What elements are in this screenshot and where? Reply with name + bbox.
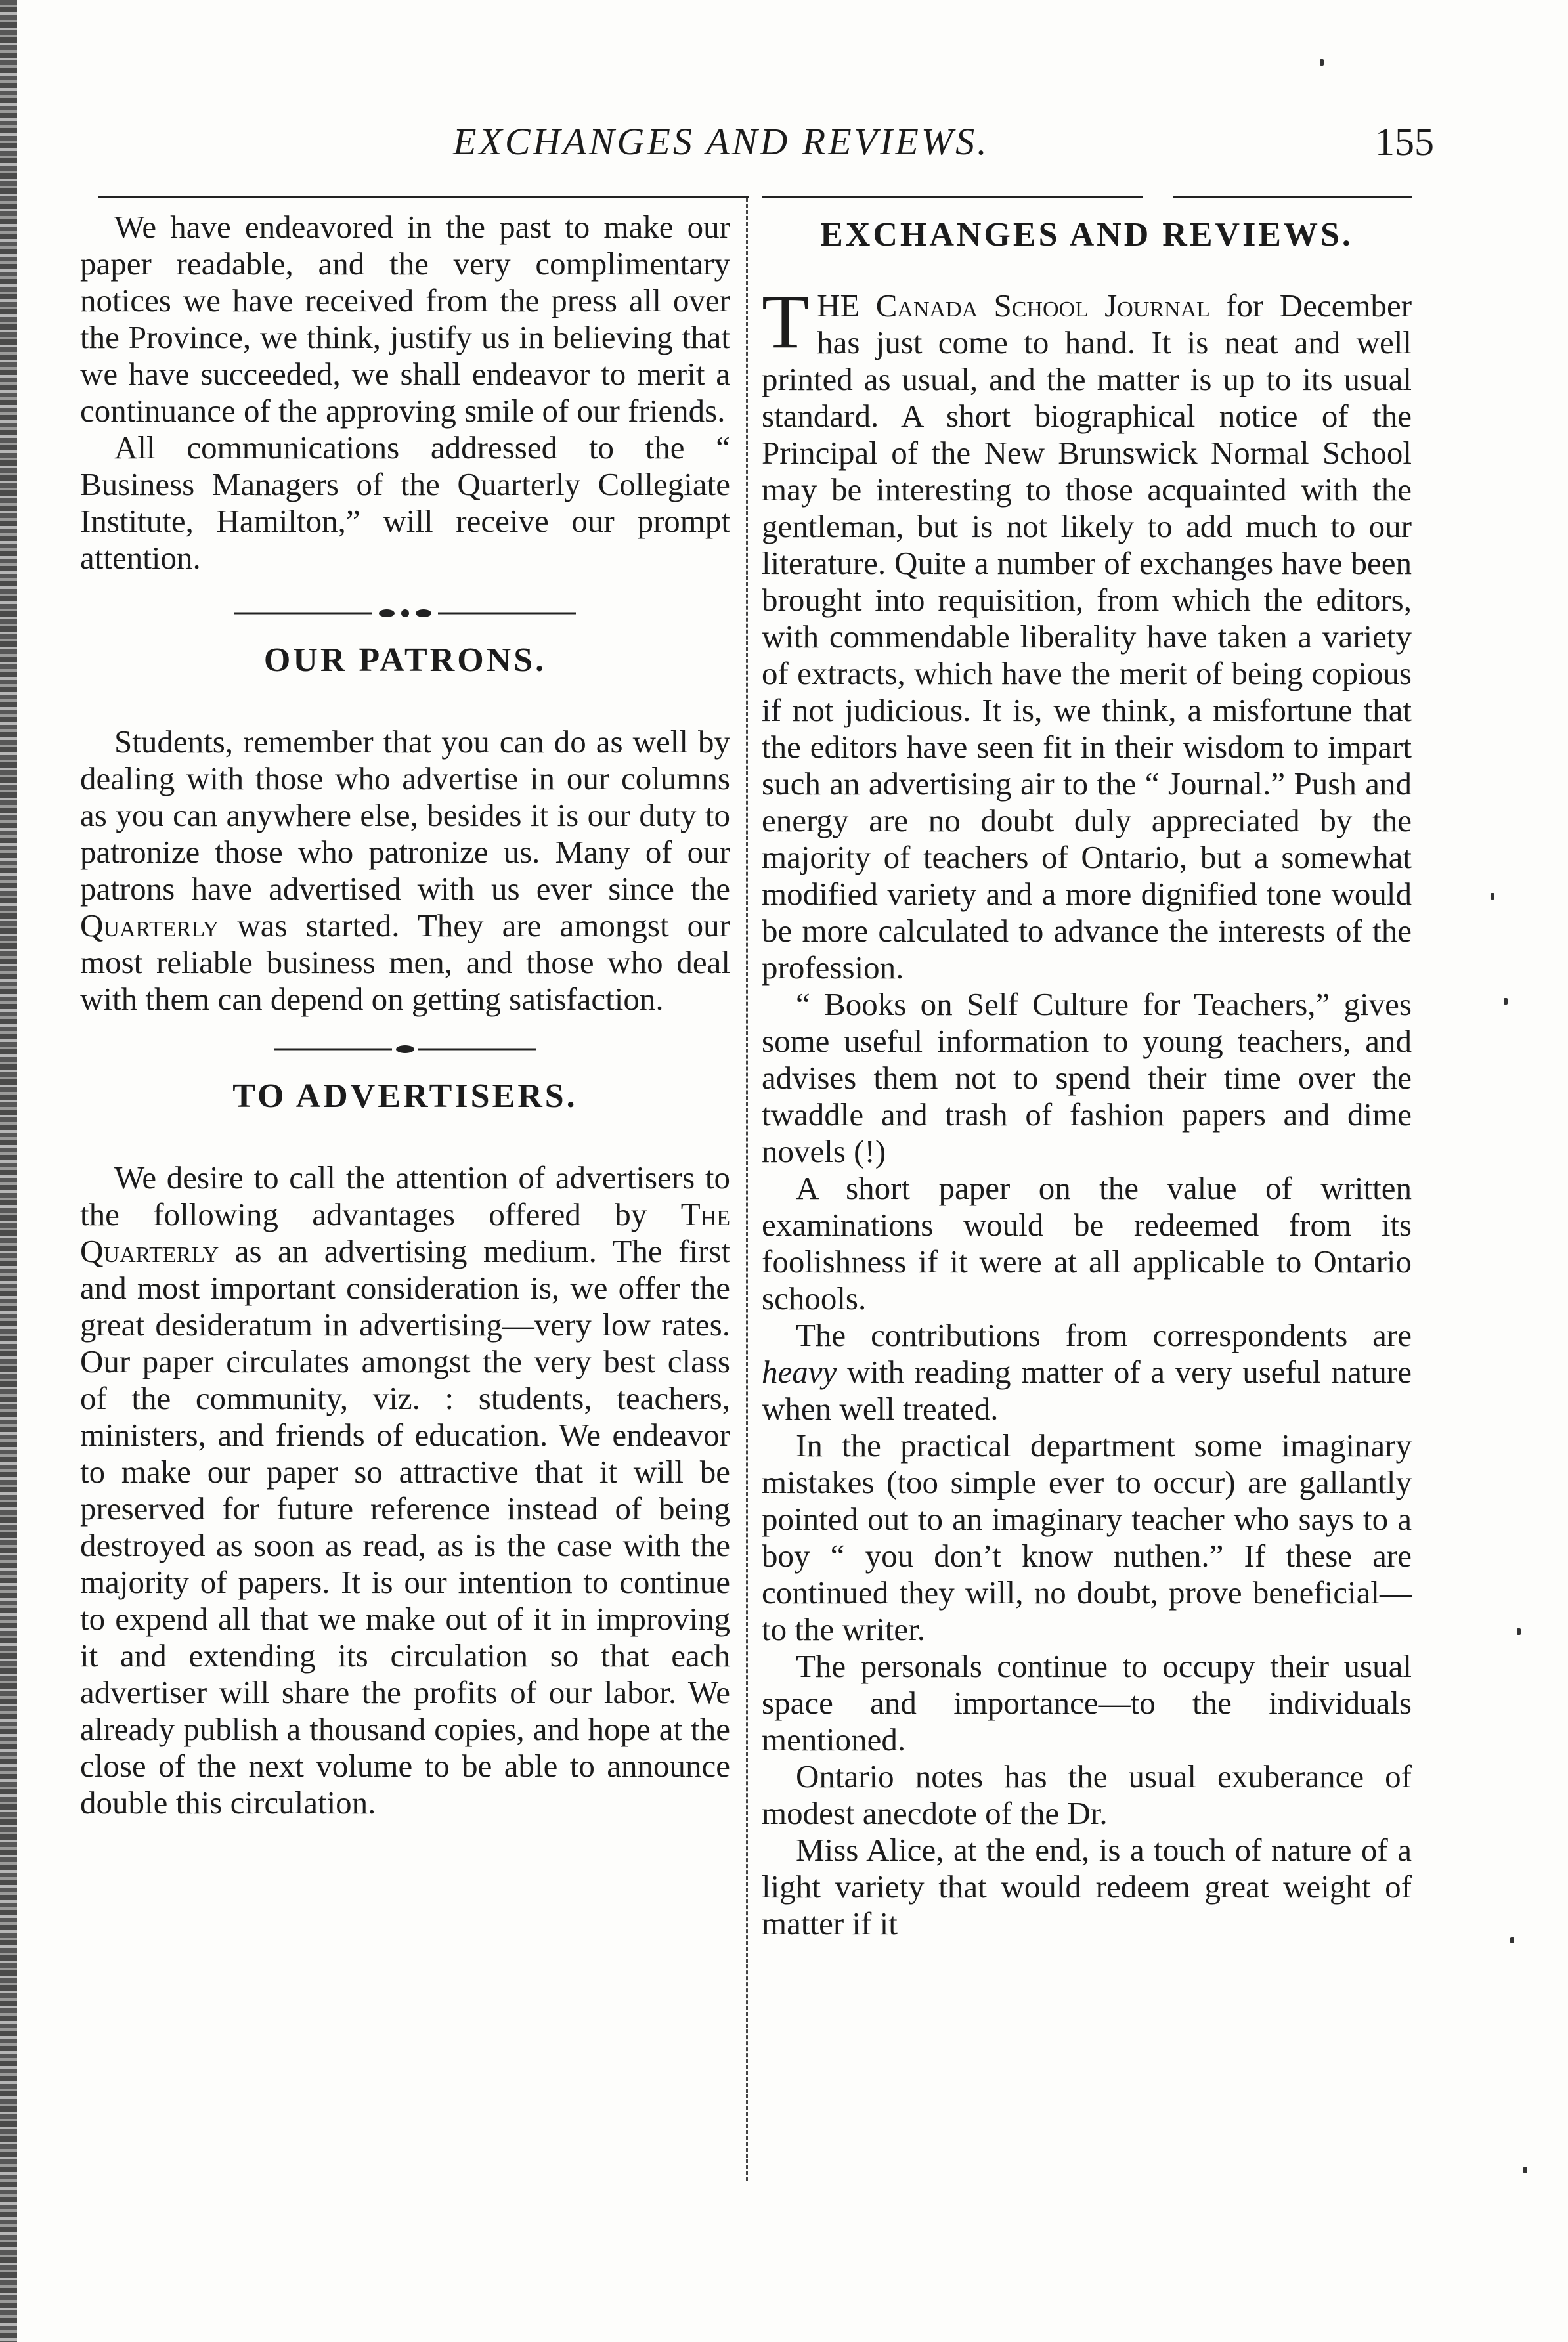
journal-review-lead <box>762 278 1412 986</box>
journal-name-small-caps: HE Canada School Journal <box>817 288 1210 324</box>
running-head <box>0 119 1568 179</box>
contributions-text-start: The contributions from correspondents are <box>796 1317 1412 1353</box>
review-paragraph: Miss Alice, at the end, is a touch of nature of a light variety that would redeem great weight of matter if it <box>762 1832 1412 1941</box>
review-paragraph: The personals continue to occupy their usual space and importance—to the individuals mentioned. <box>762 1648 1412 1758</box>
scan-speck <box>1517 1628 1521 1635</box>
intro-paragraph: All communications addressed to the “ Business Managers of the Quarterly Collegiate Institute, Hamilton,” will receive our prompt attention. <box>80 429 730 576</box>
scan-speck <box>1320 59 1324 66</box>
right-column <box>762 209 1412 1942</box>
section-ornament-divider <box>234 607 576 620</box>
advertisers-text-start: We desire to call the attention of advertisers to the following advantages offered by <box>80 1160 730 1232</box>
contributions-text-end: with reading matter of a very useful nature when well treated. <box>762 1354 1412 1427</box>
header-rule-right <box>1173 196 1412 198</box>
scan-speck <box>1523 2167 1527 2173</box>
drop-cap: T <box>762 278 810 364</box>
heavy-italic: heavy <box>762 1354 837 1390</box>
header-rule-left <box>98 196 749 198</box>
journal-review-text: for December has just come to hand. It is neat and well printed as usual, and the matter is up to its usual standard. A short biographical notice of the Principal of the New Brunswick Normal School may be interesting to those acquainted with the gentleman, but is not likely to add much to our literature. Quite a number of exchanges have been brought into requisition, from which the editors, with commendable liberality have taken a variety of extracts, which have the merit of being copious if not judicious. It is, we think, a misfortune that the editors have seen fit in their wisdom to impart such an advertising air to the “ Journal.” Push and energy are no doubt duly appreciated by the majority of teachers of Ontario, but a somewhat modified variety and a more dignified tone would be more calculated to advance the interests of the profession. <box>762 288 1412 986</box>
patrons-text-end: was started. They are amongst our most reliable business men, and those who deal with them can depend on getting satisfaction. <box>80 907 730 1017</box>
patrons-text-start: Students, remember that you can do as well by dealing with those who advertise in our columns as you can anywhere else, besides it is our duty to patronize those who patronize us. Many of our patrons have advertised with us ever since the <box>80 724 730 907</box>
header-rule-center <box>762 196 1143 198</box>
scan-speck <box>1510 1937 1514 1943</box>
the-quarterly-small-caps: The Quarterly <box>80 1196 730 1269</box>
review-paragraph: “ Books on Self Culture for Teachers,” gives some useful information to young teachers, and advises them not to spend their time over the twaddle and trash of fashion papers and dime novels (!) <box>762 986 1412 1169</box>
review-paragraph: Ontario notes has the usual exuberance of modest anecdote of the Dr. <box>762 1758 1412 1831</box>
review-paragraph: In the practical department some imaginary mistakes (too simple ever to occur) are gallantly pointed out to an imaginary teacher who says to a boy “ you don’t know nuthen.” If these are continued they will, no doubt, prove beneficial—to the writer. <box>762 1427 1412 1647</box>
advertisers-paragraph <box>80 1160 730 1821</box>
section-title-our-patrons: OUR PATRONS. <box>263 641 547 679</box>
page-number: 155 <box>1375 120 1434 163</box>
patrons-paragraph <box>80 724 730 1018</box>
review-paragraph: A short paper on the value of written examinations would be redeemed from its foolishness if it were at all applicable to Ontario schools. <box>762 1170 1412 1316</box>
quarterly-small-caps: Quarterly <box>80 907 219 943</box>
left-column <box>80 209 730 1821</box>
running-head-title: EXCHANGES AND REVIEWS. <box>453 120 990 163</box>
advertisers-text-end: as an advertising medium. The first and most important consideration is, we offer the great desideratum in advertising—very low rates. Our paper circulates amongst the very best class of the community, viz. : students, teachers, ministers, and friends of education. We endeavor to make our paper so attractive that it will be preserved for future reference instead of being destroyed as soon as read, as is the case with the majority of papers. It is our intention to continue to expend all that we make out of it in improving it and extending its circulation so that each advertiser will share the profits of our labor. We already publish a thousand copies, and hope at the close of the next volume to be able to announce double this circulation. <box>80 1233 730 1821</box>
section-title-exchanges-and-reviews: EXCHANGES AND REVIEWS. <box>820 216 1353 253</box>
column-divider <box>746 198 748 2181</box>
scan-speck <box>1504 998 1508 1005</box>
section-ornament-divider <box>274 1043 536 1056</box>
book-binding-edge <box>0 0 17 2342</box>
scan-speck <box>1491 893 1494 900</box>
section-title-to-advertisers: TO ADVERTISERS. <box>232 1077 578 1115</box>
review-paragraph <box>762 1317 1412 1427</box>
intro-paragraph: We have endeavored in the past to make our paper readable, and the very complimentary notices we have received from the press all over the Province, we think, justify us in believing that we have succeeded, we shall endeavor to merit a continuance of the approving smile of our friends. <box>80 209 730 429</box>
